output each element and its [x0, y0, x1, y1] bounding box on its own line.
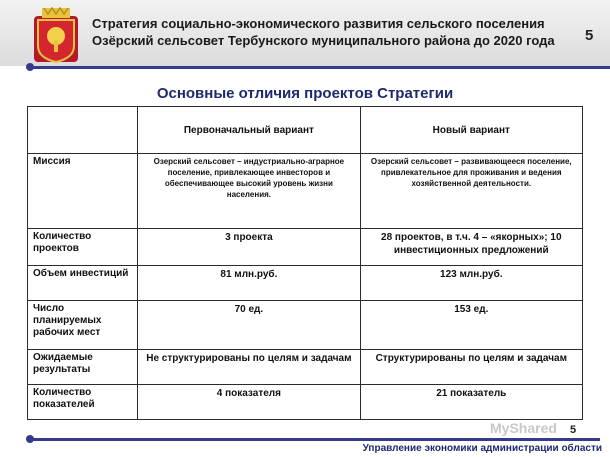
watermark-logo: MyShared — [490, 420, 557, 436]
footer-department: Управление экономики администрации области — [362, 443, 602, 454]
footer-page-number: 5 — [570, 424, 577, 436]
header-divider — [30, 66, 610, 69]
header-title-line-2: Озёрский сельсовет Тербунского муниципального района до 2020 года — [92, 33, 555, 48]
footer-divider — [30, 438, 600, 441]
cell-initial: Не структурированы по целям и задачам — [138, 350, 360, 385]
cell-new: Озерский сельсовет – развивающееся поселение, привлекательное для проживания и ведения хозяйственной деятельности. — [360, 154, 582, 229]
header-cell-empty — [28, 107, 138, 154]
header-title-line-1: Стратегия социально-экономического развития сельского поселения — [92, 16, 545, 31]
cell-new: 153 ед. — [360, 301, 582, 350]
table-row — [28, 385, 583, 420]
cell-initial: 70 ед. — [138, 301, 360, 350]
header-cell-initial: Первоначальный вариант — [138, 107, 360, 154]
cell-initial: 4 показателя — [138, 385, 360, 420]
cell-new: 28 проектов, в т.ч. 4 – «якорных»; 10 инвестиционных предложений — [360, 229, 582, 266]
slide-header — [0, 0, 610, 66]
cell-initial: 3 проекта — [138, 229, 360, 266]
row-label: Объем инвестиций — [28, 266, 138, 301]
row-label: Ожидаемые результаты — [28, 350, 138, 385]
coat-of-arms-icon — [32, 6, 80, 64]
table-row — [28, 154, 583, 229]
row-label: Количество показателей — [28, 385, 138, 420]
table-row — [28, 229, 583, 266]
table-row — [28, 266, 583, 301]
table-header-row — [28, 107, 583, 154]
cell-initial: 81 млн.руб. — [138, 266, 360, 301]
header-cell-new: Новый вариант — [360, 107, 582, 154]
row-label: Миссия — [28, 154, 138, 229]
comparison-table — [27, 106, 583, 420]
cell-new: 21 показатель — [360, 385, 582, 420]
row-label: Число планируемых рабочих мест — [28, 301, 138, 350]
table-row — [28, 350, 583, 385]
cell-new: Структурированы по целям и задачам — [360, 350, 582, 385]
row-label: Количество проектов — [28, 229, 138, 266]
slide-title: Основные отличия проектов Стратегии — [156, 85, 454, 102]
header-title — [92, 15, 592, 49]
table-row — [28, 301, 583, 350]
slide-number: 5 — [585, 27, 594, 44]
cell-initial: Озерский сельсовет – индустриально-аграрное поселение, привлекающее инвесторов и обеспечивающее высокий уровень жизни населения. — [138, 154, 360, 229]
cell-new: 123 млн.руб. — [360, 266, 582, 301]
